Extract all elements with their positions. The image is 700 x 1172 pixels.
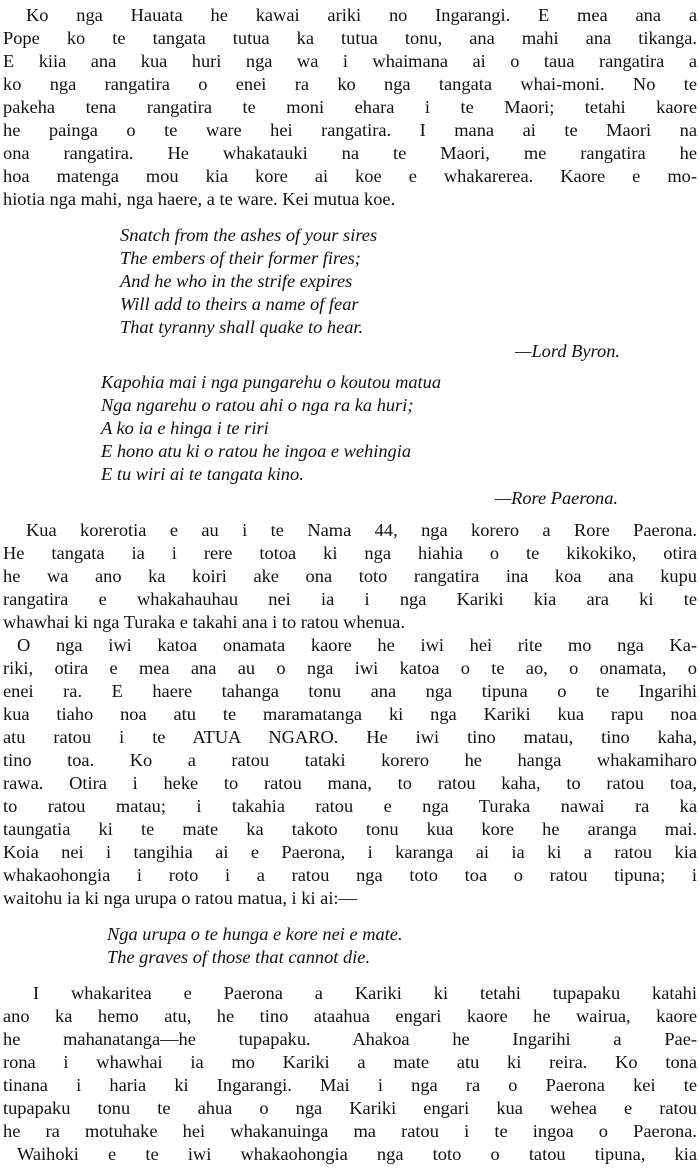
text-line: Pope ko te tangata tutua ka tutua tonu, ana mahi ana tikanga. bbox=[3, 28, 697, 48]
text-line: ano ka hemo atu, he tino ataahua engari kaore he wairua, kaore bbox=[3, 1006, 697, 1026]
text-line: E kiia ana kua huri nga wa i whaimana ai o taua rangatira a bbox=[3, 51, 697, 71]
text-line: enei ra. E haere tahanga tonu ana nga tipuna o te Ingarihi bbox=[3, 681, 697, 701]
verse-line: E tu wiri ai te tangata kino. bbox=[101, 464, 304, 484]
text-line: ko nga rangatira o enei ra ko nga tangata whai-moni. No te bbox=[3, 74, 697, 94]
verse-attribution: —Rore Paerona. bbox=[494, 488, 618, 508]
text-line: Waihoki e te iwi whakaohongia nga toto o tatou tipuna, kia bbox=[17, 1144, 697, 1164]
text-line: tino toa. Ko a ratou tataki korero he hanga whakamiharo bbox=[3, 750, 697, 770]
text-line: hoa matenga mou kia kore ai koe e whakarerea. Kaore e mo- bbox=[3, 166, 697, 186]
text-line: waitohu ia ki nga urupa o ratou matua, i ki ai:— bbox=[3, 888, 357, 908]
text-line: he wa ano ka koiri ake ona toto rangatira ina koa ana kupu bbox=[3, 566, 697, 586]
verse-line: Snatch from the ashes of your sires bbox=[120, 225, 378, 245]
text-line: hiotia nga mahi, nga haere, a te ware. Kei mutua koe. bbox=[3, 189, 396, 209]
text-line: O nga iwi katoa onamata kaore he iwi hei rite mo nga Ka- bbox=[17, 635, 697, 655]
text-line: rangatira e whakahauhau nei ia i nga Kariki kia ara ki te bbox=[3, 589, 697, 609]
verse-line: E hono atu ki o ratou he ingoa e wehingia bbox=[101, 441, 412, 461]
text-line: Koia nei i tangihia ai e Paerona, i karanga ai ia ki a ratou kia bbox=[3, 842, 697, 862]
text-line: he painga o te ware hei rangatira. I mana ai te Maori na bbox=[3, 120, 697, 140]
verse-line: Nga urupa o te hunga e kore nei e mate. bbox=[107, 924, 403, 944]
text-line: tinana i haria ki Ingarangi. Mai i nga ra o Paerona kei te bbox=[3, 1075, 697, 1095]
verse-attribution: —Lord Byron. bbox=[515, 341, 620, 361]
verse-line: Nga ngarehu o ratou ahi o nga ra ka huri; bbox=[101, 395, 414, 415]
text-line: rawa. Otira i heke to ratou mana, to ratou kaha, to ratou toa, bbox=[3, 773, 697, 793]
verse-line: A ko ia e hinga i te riri bbox=[101, 418, 269, 438]
text-line: He tangata ia i rere totoa ki nga hiahia o te kikokiko, otira bbox=[3, 543, 697, 563]
verse-line: And he who in the strife expires bbox=[120, 271, 353, 291]
text-line: I whakaritea e Paerona a Kariki ki tetahi tupapaku katahi bbox=[33, 983, 697, 1003]
text-line: whakaohongia i roto i a ratou nga toto toa o ratou tipuna; i bbox=[3, 865, 697, 885]
text-line: whawhai ki nga Turaka e takahi ana i to ratou whenua. bbox=[3, 612, 405, 632]
verse-line: The embers of their former fires; bbox=[120, 248, 361, 268]
verse-line: Will add to theirs a name of fear bbox=[120, 294, 359, 314]
text-line: Kua korerotia e au i te Nama 44, nga korero a Rore Paerona. bbox=[26, 520, 697, 540]
text-line: taungatia ki te mate ka takoto tonu kua kore he aranga mai. bbox=[3, 819, 697, 839]
text-line: rona i whawhai ia mo Kariki a mate atu ki reira. Ko tona bbox=[3, 1052, 697, 1072]
text-line: atu ratou i te ATUA NGARO. He iwi tino matau, tino kaha, bbox=[3, 727, 697, 747]
text-line: he mahanatanga—he tupapaku. Ahakoa he Ingarihi a Pae- bbox=[3, 1029, 697, 1049]
text-line: tupapaku tonu te ahua o nga Kariki engari kua wehea e ratou bbox=[3, 1098, 697, 1118]
verse-line: Kapohia mai i nga pungarehu o koutou matua bbox=[101, 372, 442, 392]
text-line: Ko nga Hauata he kawai ariki no Ingarangi. E mea ana a bbox=[26, 5, 697, 25]
verse-line: The graves of those that cannot die. bbox=[107, 947, 371, 967]
text-line: pakeha tena rangatira te moni ehara i te Maori; tetahi kaore bbox=[3, 97, 697, 117]
text-line: he ra motuhake hei whakanuinga ma ratou i te ingoa o Paerona. bbox=[3, 1121, 697, 1141]
text-line: ona rangatira. He whakatauki na te Maori, me rangatira he bbox=[3, 143, 697, 163]
text-line: riki, otira e mea ana au o nga iwi katoa o te ao, o onamata, o bbox=[3, 658, 697, 678]
verse-line: That tyranny shall quake to hear. bbox=[120, 317, 364, 337]
text-line: to ratou matau; i takahia ratou e nga Turaka nawai ra ka bbox=[3, 796, 697, 816]
text-line: kua tiaho noa atu te maramatanga ki nga Kariki kua rapu noa bbox=[3, 704, 697, 724]
